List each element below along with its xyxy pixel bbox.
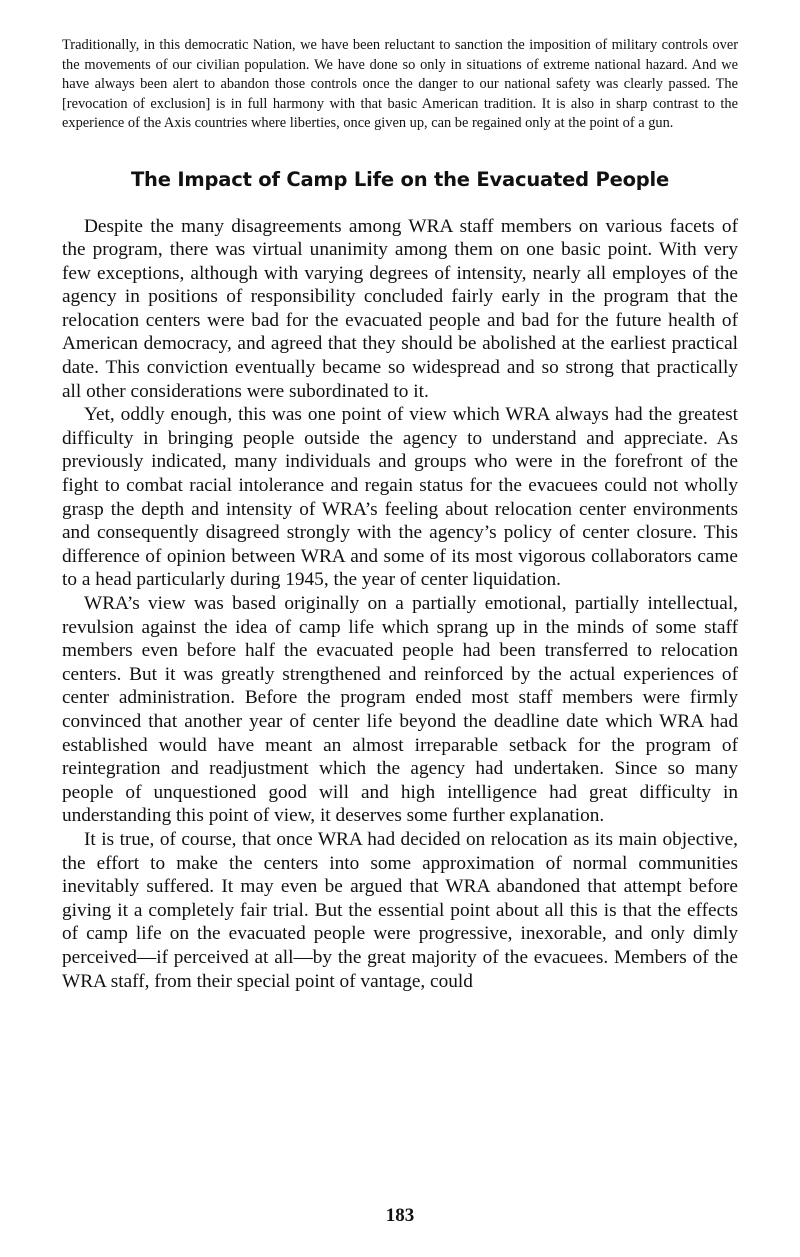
body-paragraph-3: WRA’s view was based originally on a partially emotional, partially intellectual, revulsion against the idea of camp life which sprang up in the minds of some staff members even before half the evacuated people had been transferred to relocation centers. But it was greatly strengthened and reinforced by the actual experiences of center administration. Before the program ended most staff members were firmly convinced that another year of center life beyond the deadline date which WRA had established would have meant an almost irreparable setback for the program of reintegration and readjustment which the agency had undertaken. Since so many people of unquestioned good will and high intelligence had great difficulty in understanding this point of view, it deserves some further explanation. xyxy=(62,593,738,827)
page-content xyxy=(62,36,738,993)
page-number: 183 xyxy=(385,1205,415,1226)
body-paragraph-2: Yet, oddly enough, this was one point of view which WRA always had the greatest difficulty in bringing people outside the agency to understand and appreciate. As previously indicated, many individuals and groups who were in the forefront of the fight to combat racial intolerance and regain status for the evacuees could not wholly grasp the depth and intensity of WRA’s feeling about relocation center environments and consequently disagreed strongly with the agency’s policy of center closure. This difference of opinion between WRA and some of its most vigorous collaborators came to a head particularly during 1945, the year of center liquidation. xyxy=(62,404,738,591)
body-paragraph-1: Despite the many disagreements among WRA staff members on various facets of the program, there was virtual unanimity among them on one basic point. With very few exceptions, although with varying degrees of intensity, nearly all employes of the agency in positions of responsibility concluded fairly early in the program that the relocation centers were bad for the evacuated people and bad for the future health of American democracy, and agreed that they should be abolished at the earliest practical date. This conviction eventually became so widespread and so strong that practically all other considerations were subordinated to it. xyxy=(62,215,738,402)
block-quote: Traditionally, in this democratic Nation, we have been reluctant to sanction the imposition of military controls over the movements of our civilian population. We have done so only in situations of extreme national hazard. And we have always been alert to abandon those controls once the danger to our national safety was clearly passed. The [revocation of exclusion] is in full harmony with that basic American tradition. It is also in sharp contrast to the experience of the Axis countries where liberties, once given up, can be regained only at the point of a gun. xyxy=(62,37,738,131)
body-paragraph-4: It is true, of course, that once WRA had decided on relocation as its main objective, the effort to make the centers into some approximation of normal communities inevitably suffered. It may even be argued that WRA abandoned that attempt before giving it a completely fair trial. But the essential point about all this is that the effects of camp life on the evacuated people were progressive, inexorable, and only dimly perceived—if perceived at all—by the great majority of the evacuees. Members of the WRA staff, from their special point of vantage, could xyxy=(62,828,738,992)
section-heading: The Impact of Camp Life on the Evacuated People xyxy=(130,167,670,191)
